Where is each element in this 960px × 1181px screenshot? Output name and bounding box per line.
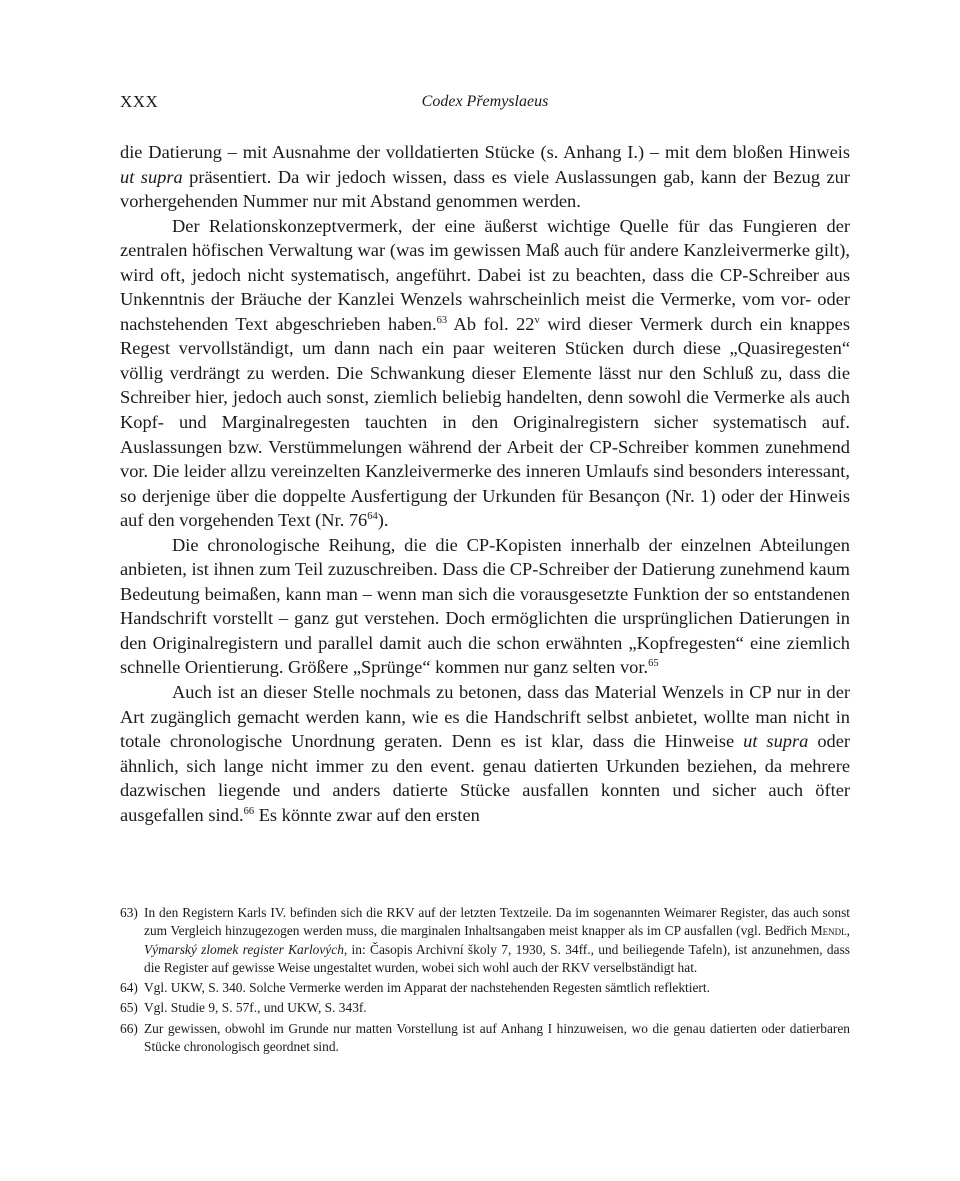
italic-text: Výmarský zlomek register Karlových [144,941,344,957]
text-run: Es könnte zwar auf den ersten [254,804,480,825]
footnote-ref: 65 [648,658,659,670]
text-run: ). [377,510,389,531]
footnote-ref: v [534,314,540,326]
author-name: Mendl [810,923,847,939]
text-run: In den Registern Karls IV. befinden sich die RKV auf der letzten Textzeile. Da im sogenannten Weimarer Register, das auch sonst zum Vergleich hinzugezogen werden muss, die marginalen Inhaltsangaben meist knapper als im CP ausfallen (vgl. Bedřich [144,905,850,939]
text-run: Der Relationskonzeptvermerk, der eine äußerst wichtige Quelle für das Fungieren der zentralen höfischen Verwaltung war (was im gewissen Maß auch für andere Kanzleivermerke gilt), wird oft, jedoch nicht systematisch, angeführt. Dabei ist zu beachten, dass die CP-Schreiber aus Unkenntnis der Bräuche der Kanzlei Wenzels wahrscheinlich meist die Vermerke, vom vor- oder nachstehenden Text abgeschrieben haben. [120,215,850,334]
footnotes [120,904,850,1058]
text-run: Vgl. Studie 9, S. 57f., und UKW, S. 343f. [144,1000,367,1016]
footnote-number: 64) [120,980,138,996]
page-header [120,92,850,122]
footnote-number: 63) [120,905,138,920]
footnote-66 [120,1020,850,1057]
text-run: oder ähnlich, sich lange nicht immer zu den event. genau datierten Urkunden beziehen, da mehrere dazwischen liegende und anders datierte Stücke ausfallen konnten und sicher auch öfter ausgefallen sind. [120,731,851,825]
text-run: die Datierung – mit Ausnahme der volldatierten Stücke (s. Anhang I.) – mit dem bloßen Hinweis [120,142,850,162]
footnote-text [144,1000,367,1015]
paragraph-2 [120,214,850,533]
text-run: Die chronologische Reihung, die die CP-Kopisten innerhalb der einzelnen Abteilungen anbieten, ist ihnen zum Teil zuzuschreiben. Dass die CP-Schreiber der Datierung zunehmend kaum Bedeutung beimaßen, kann man – wenn man sich die vorausgesetzte Funktion der so entstandenen Handschrift vorstellt – ganz gut verstehen. Doch ermöglichten die ursprünglichen Datierungen in den Originalregistern und parallel damit auch die schon erwähnten „Kopfregesten“ eine ziemlich schnelle Orientierung. Größere „Sprünge“ kommen nur ganz selten vor. [120,534,850,678]
text-run: , in: Časopis Archivní školy 7, 1930, S. 34ff., und beiliegende Tafeln), ist anzunehmen, dass die Register auf gewisse Weise ungestaltet wurden, wobei sich wohl auch der RKV verselbständigt hat. [144,941,850,975]
text-run: Vgl. UKW, S. 340. Solche Vermerke werden im Apparat der nachstehenden Regesten sämtlich reflektiert. [144,980,710,996]
text-run: wird dieser Vermerk durch ein knappes Regest vervollständigt, um dann nach ein paar weiteren Stücken durch diese „Quasiregesten“ völlig verdrängt zu werden. Die Schwankung dieser Elemente lässt nur den Schluß zu, dass die Schreiber hier, jedoch auch sonst, ziemlich beliebig handelten, denn sowohl die Vermerke als auch Kopf- und Marginalregesten tauchten in den Originalregistern sicher systematisch auf. Auslassungen bzw. Verstümmelungen während der Arbeit der CP-Schreiber kommen zunehmend vor. Die leider allzu vereinzelten Kanzleivermerke des inneren Umlaufs sind besonders interessant, so derjenige über die doppelte Ausfertigung der Urkunden für Besançon (Nr. 1) oder der Hinweis auf den vorgehenden Text (Nr. 76 [120,313,851,531]
text-run: Ab fol. 22 [447,313,535,334]
footnote-ref: 64 [367,511,378,523]
footnote-number: 65) [120,1000,138,1016]
paragraph-4 [120,680,850,827]
text-run: präsentiert. Da wir jedoch wissen, dass es viele Auslassungen gab, kann der Bezug zur vorhergehenden Nummer nur mit Abstand genommen werden. [120,166,850,212]
footnote-ref: 66 [243,805,255,817]
footnote-text [144,980,710,995]
paragraph-3 [120,533,850,680]
footnote-text [144,905,850,975]
footnote-number: 66) [120,1020,138,1036]
italic-text: ut supra [120,166,183,187]
paragraph-1 [120,140,850,214]
footnote-ref: 63 [436,314,448,326]
text-run: , [846,923,850,939]
page-number: XXX [120,92,159,111]
footnote-63 [120,904,850,977]
body-text [120,140,850,827]
italic-text: ut supra [743,731,809,752]
footnote-65 [120,999,850,1017]
running-title: Codex Přemyslaeus [421,93,549,110]
text-run: Auch ist an dieser Stelle nochmals zu betonen, dass das Material Wenzels in CP nur in der Art zugänglich gemacht werden kann, wie es die Handschrift selbst anbietet, wollte man nicht in totale chronologische Unordnung geraten. Denn es ist klar, dass die Hinweise [120,682,850,752]
text-run: Zur gewissen, obwohl im Grunde nur matten Vorstellung ist auf Anhang I hinzuweisen, wo die genau datierten oder datierbaren Stücke chronologisch geordnet sind. [144,1020,850,1055]
footnote-text [144,1021,850,1054]
footnote-64 [120,979,850,997]
